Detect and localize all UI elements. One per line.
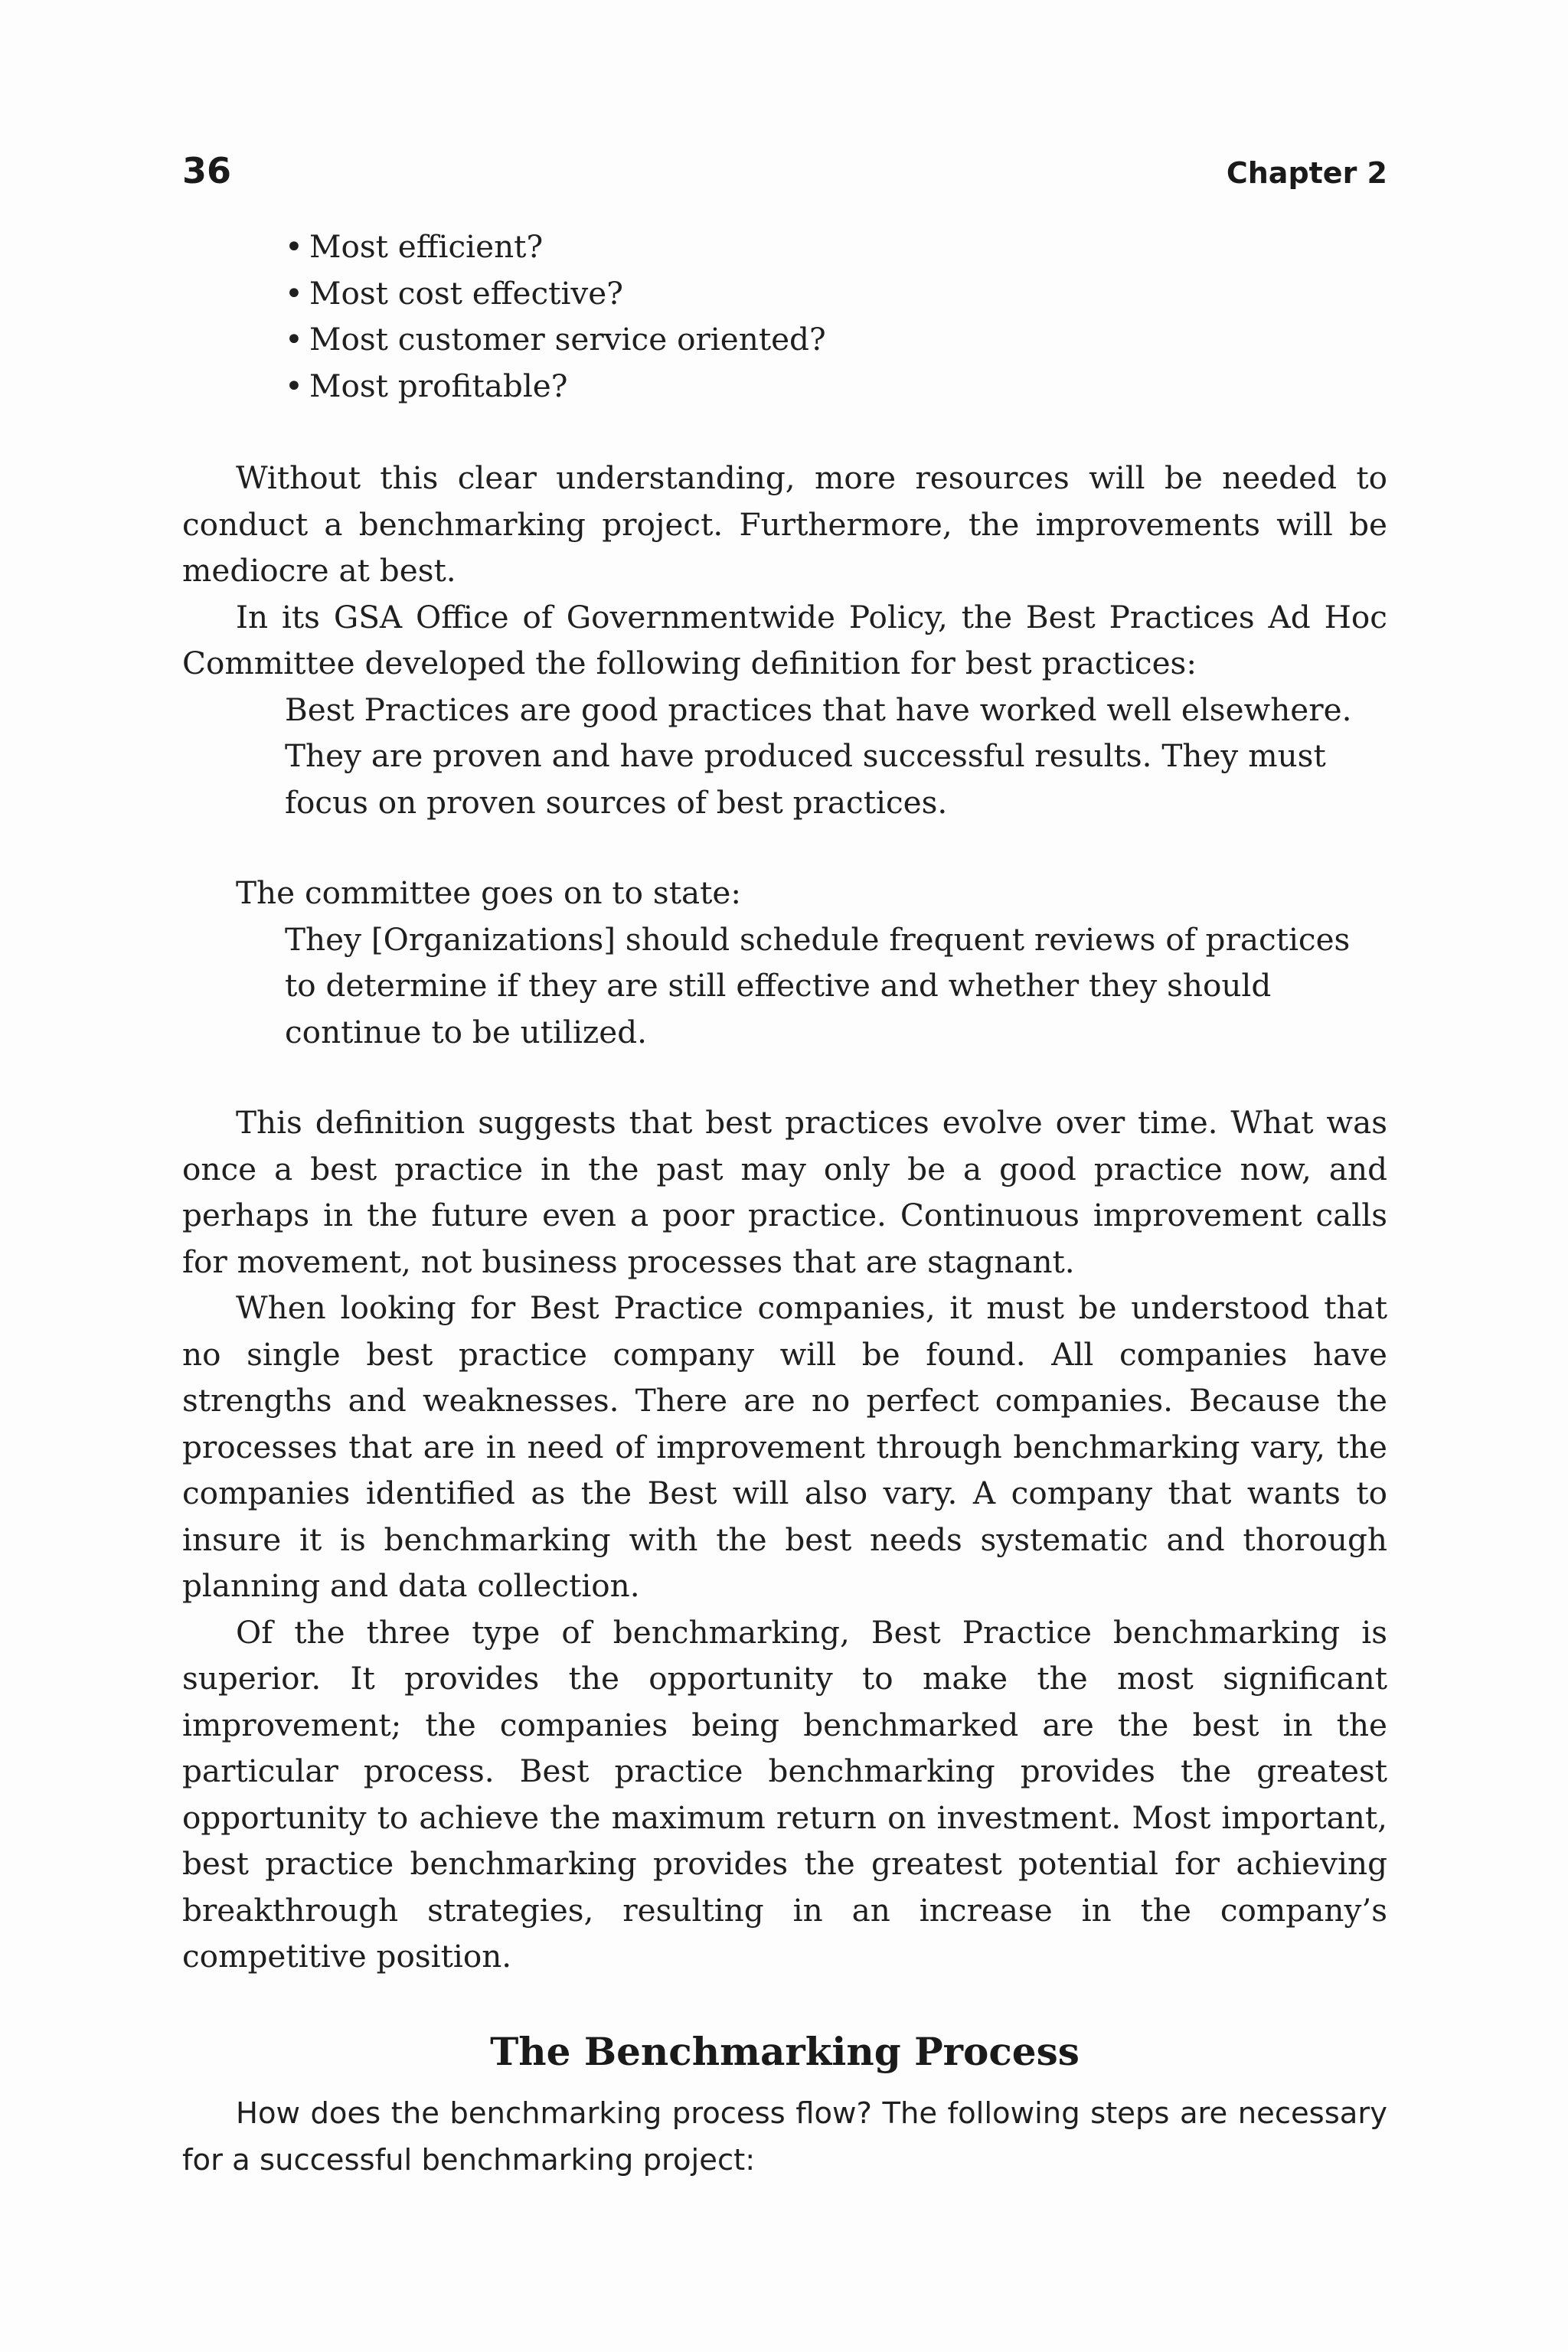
- question-list: [285, 224, 1387, 409]
- list-item-text: Most efficient?: [309, 228, 544, 265]
- list-item: [285, 316, 1387, 363]
- bullet-icon: •: [285, 228, 303, 265]
- block-quote: Best Practices are good practices that have worked well elsewhere. They are proven and have produced successful results. They must focus on proven sources of best practices.: [285, 691, 1352, 821]
- list-item: [285, 270, 1387, 317]
- paragraph: How does the benchmarking process flow? The following steps are necessary for a successful benchmarking project:: [182, 2096, 1387, 2177]
- paragraph: Without this clear understanding, more resources will be needed to conduct a benchmarking project. Furthermore, the improvements will be mediocre at best.: [182, 459, 1387, 589]
- running-header: [182, 150, 1387, 196]
- paragraph: The committee goes on to state:: [236, 874, 742, 911]
- paragraph: This definition suggests that best practices evolve over time. What was once a best practice in the past may only be a good practice now, and perhaps in the future even a poor practice. Continuous improvement calls for movement, not business processes that are stagnant.: [182, 1104, 1387, 1280]
- list-item: [285, 363, 1387, 410]
- list-item-text: Most customer service oriented?: [309, 321, 826, 358]
- paragraph: In its GSA Office of Governmentwide Policy, the Best Practices Ad Hoc Committee developed the following definition for best practices:: [182, 598, 1387, 681]
- bullet-icon: •: [285, 367, 303, 404]
- list-item-text: Most cost effective?: [309, 274, 623, 312]
- bullet-icon: •: [285, 274, 303, 312]
- section-heading: The Benchmarking Process: [490, 2028, 1080, 2074]
- paragraph: When looking for Best Practice companies, it must be understood that no single best practice company will be found. All companies have strengths and weaknesses. There are no perfect companies. Because the processes that are in need of improvement through benchmarking vary, the companies identified as the Best will also vary. A company that wants to insure it is benchmarking with the best needs systematic and thorough planning and data collection.: [182, 1289, 1387, 1604]
- body-text: [182, 224, 1387, 2184]
- block-quote: They [Organizations] should schedule frequent reviews of practices to determine if they are still effective and whether they should continue to be utilized.: [285, 920, 1351, 1050]
- list-item: [285, 224, 1387, 270]
- paragraph: Of the three type of benchmarking, Best Practice benchmarking is superior. It provides the opportunity to make the most significant improvement; the companies being benchmarked are the best in the particular process. Best practice benchmarking provides the greatest opportunity to achieve the maximum return on investment. Most important, best practice benchmarking provides the greatest potential for achieving breakthrough strategies, resulting in an increase in the company’s competitive position.: [182, 1613, 1387, 1975]
- bullet-icon: •: [285, 321, 303, 358]
- list-item-text: Most profitable?: [309, 367, 568, 404]
- page-number: 36: [182, 150, 232, 191]
- chapter-label: Chapter 2: [1226, 156, 1387, 190]
